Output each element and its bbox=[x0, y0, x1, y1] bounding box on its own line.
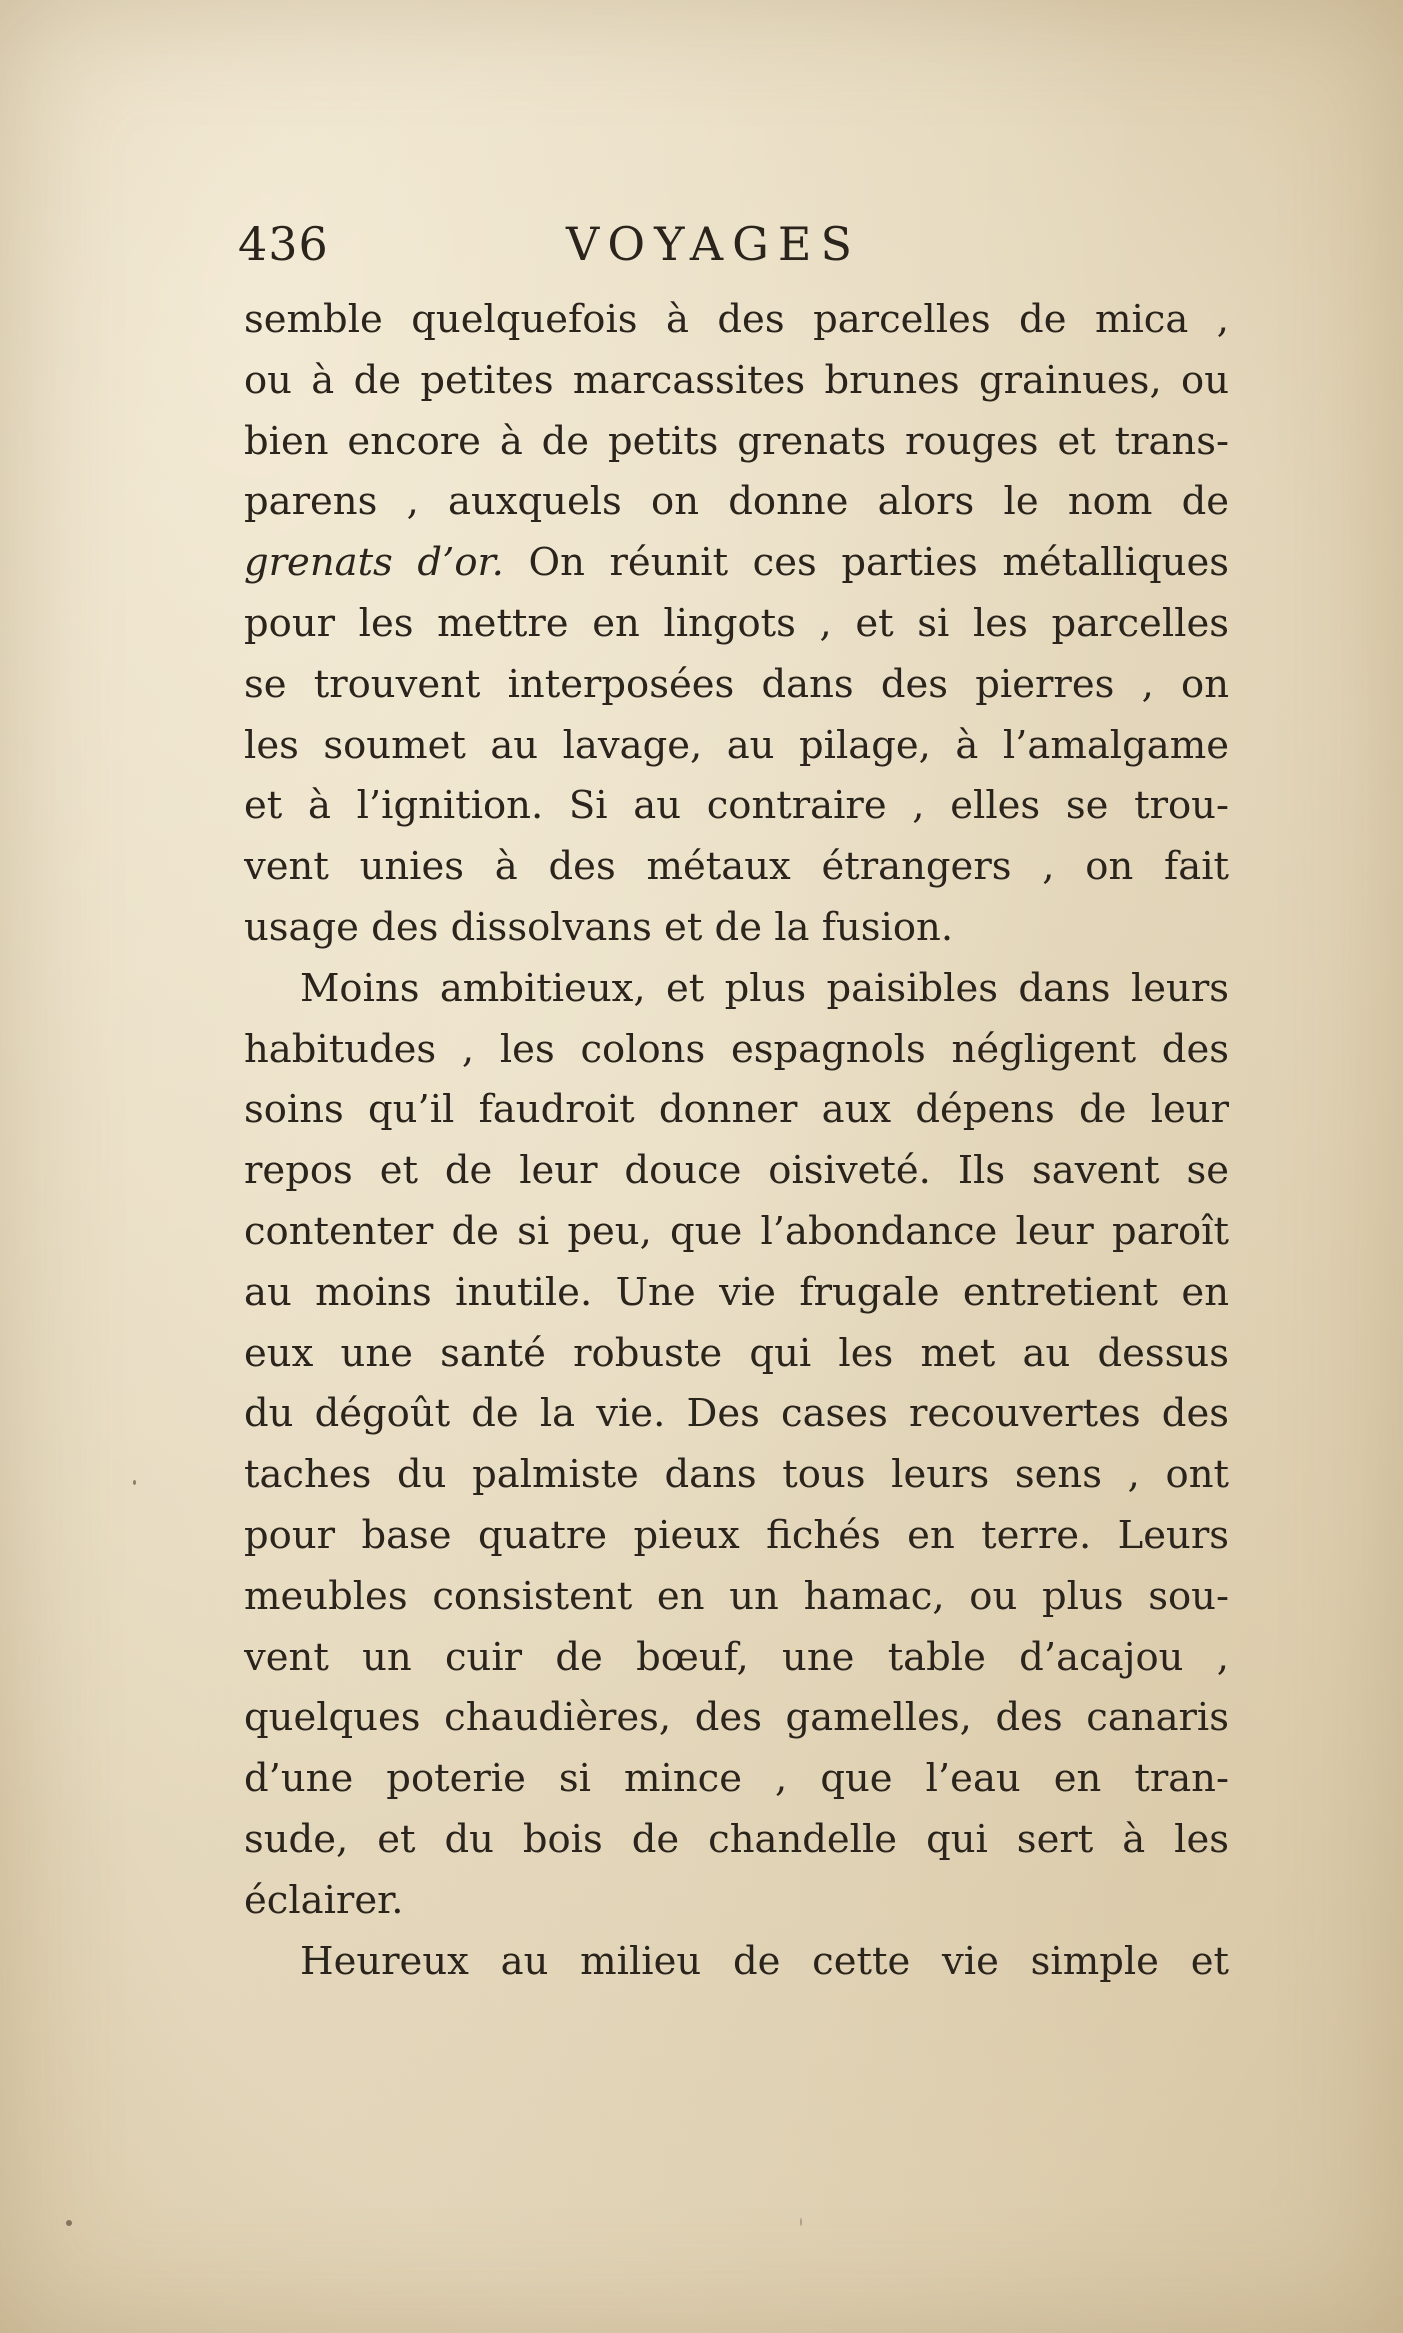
text-line-rest: On réunit ces parties métalliques bbox=[503, 540, 1229, 586]
text-line: d’une poterie si mince , que l’eau en tran- bbox=[244, 1756, 1229, 1802]
text-line: parens , auxquels on donne alors le nom de bbox=[244, 479, 1229, 525]
text-line: Moins ambitieux, et plus paisibles dans leurs bbox=[300, 965, 1229, 1011]
text-line: usage des dissolvans et de la fusion. bbox=[244, 904, 954, 950]
text-line: et à l’ignition. Si au contraire , elles se trou- bbox=[244, 783, 1229, 829]
body-text bbox=[244, 290, 1229, 1992]
text-line: eux une santé robuste qui les met au dessus bbox=[244, 1330, 1229, 1376]
text-line: les soumet au lavage, au pilage, à l’amalgame bbox=[244, 722, 1229, 768]
text-line: pour les mettre en lingots , et si les parcelles bbox=[244, 600, 1229, 646]
text-line: du dégoût de la vie. Des cases recouvertes des bbox=[244, 1391, 1229, 1437]
paper-speck bbox=[66, 2220, 72, 2226]
text-line bbox=[244, 533, 1229, 594]
text-line: se trouvent interposées dans des pierres , on bbox=[244, 661, 1229, 707]
text-line: soins qu’il faudroit donner aux dépens de leur bbox=[244, 1087, 1229, 1133]
text-line: repos et de leur douce oisiveté. Ils savent se bbox=[244, 1148, 1229, 1194]
text-line: vent un cuir de bœuf, une table d’acajou , bbox=[244, 1634, 1229, 1680]
text-line: sude, et du bois de chandelle qui sert à les bbox=[244, 1816, 1229, 1862]
text-line: habitudes , les colons espagnols négligent des bbox=[244, 1026, 1229, 1072]
text-line: vent unies à des métaux étrangers , on fait bbox=[244, 844, 1229, 890]
text-line: semble quelquefois à des parcelles de mica , bbox=[244, 297, 1229, 342]
italic-term: grenats d’or. bbox=[244, 540, 504, 586]
text-line: contenter de si peu, que l’abondance leur paroît bbox=[244, 1208, 1229, 1254]
text-line: taches du palmiste dans tous leurs sens , ont bbox=[244, 1452, 1229, 1498]
text-line: meubles consistent en un hamac, ou plus sou- bbox=[244, 1573, 1229, 1619]
text-line: au moins inutile. Une vie frugale entretient en bbox=[244, 1269, 1229, 1315]
text-line: pour base quatre pieux fichés en terre. Leurs bbox=[244, 1512, 1229, 1558]
text-line: quelques chaudières, des gamelles, des canaris bbox=[244, 1695, 1229, 1741]
paper-speck bbox=[133, 1480, 136, 1485]
paper-speck bbox=[800, 2218, 802, 2226]
text-line: bien encore à de petits grenats rouges et trans- bbox=[244, 418, 1229, 464]
text-line: éclairer. bbox=[244, 1877, 404, 1923]
page-number: 436 bbox=[238, 217, 329, 271]
running-head: VOYAGES bbox=[566, 217, 861, 271]
page-header bbox=[238, 214, 1230, 274]
text-line: ou à de petites marcassites brunes grainues, ou bbox=[244, 357, 1229, 403]
text-line: Heureux au milieu de cette vie simple et bbox=[300, 1938, 1229, 1984]
